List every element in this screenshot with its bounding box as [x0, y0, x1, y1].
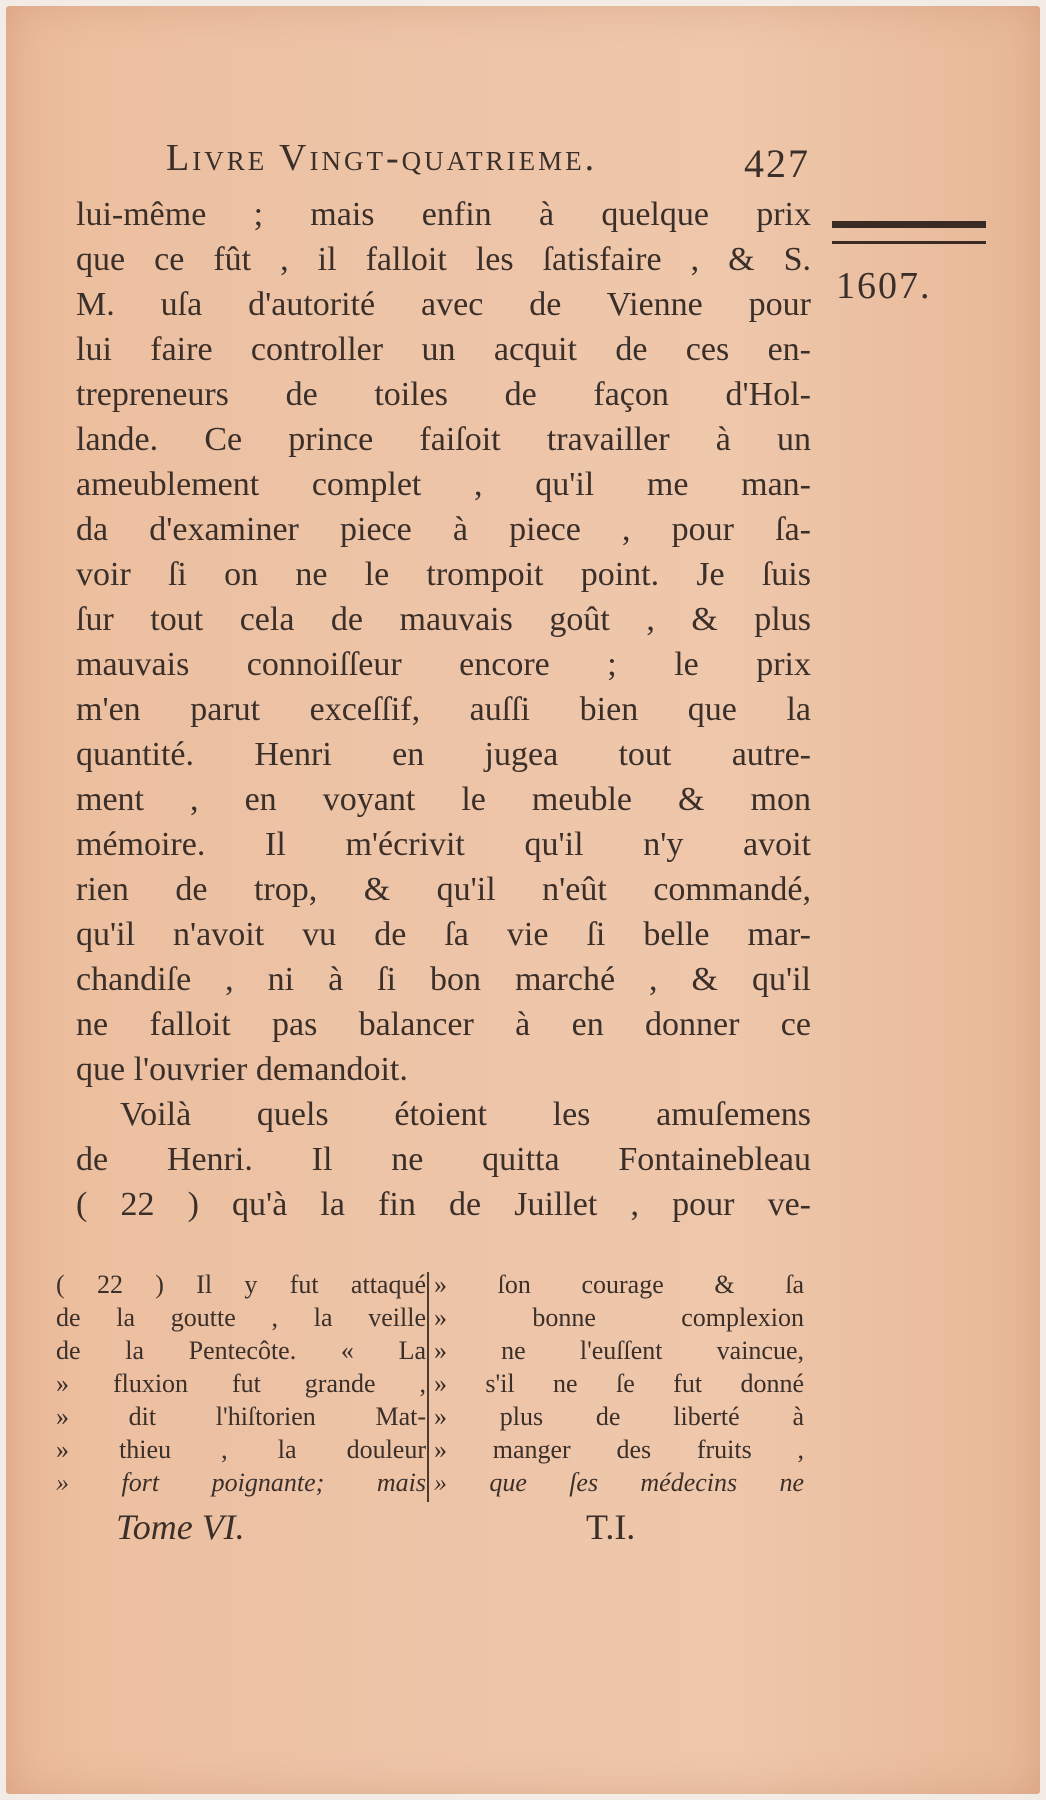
text-line: que l'ouvrier demandoit.	[76, 1051, 408, 1088]
footnote-line: » fort poignante; mais	[56, 1468, 426, 1497]
text-line: ameublement complet , qu'il me man-	[76, 466, 811, 503]
text-line: ment , en voyant le meuble & mon	[76, 781, 811, 818]
text-line: ne falloit pas balancer à en donner ce	[76, 1006, 811, 1043]
footnote-column-left	[56, 1268, 426, 1499]
text-line: trepreneurs de toiles de façon d'Hol-	[76, 376, 811, 413]
page-number: 427	[744, 141, 810, 186]
text-line: lande. Ce prince faiſoit travailler à un	[76, 421, 811, 458]
footnote-line: » dit l'hiſtorien Mat-	[56, 1402, 426, 1431]
margin-year: 1607.	[836, 265, 932, 307]
footnote-line: » ne l'euſſent vaincue,	[434, 1336, 804, 1365]
text-line: qu'il n'avoit vu de ſa vie ſi belle mar-	[76, 916, 811, 953]
footnote-line: » manger des fruits ,	[434, 1435, 804, 1464]
running-title: Livre Vingt-quatrieme.	[166, 137, 598, 179]
footnote-column-right	[434, 1268, 804, 1499]
text-line: que ce fût , il falloit les ſatisfaire , & S.	[76, 241, 811, 278]
footnote-line: de la Pentecôte. « La	[56, 1336, 426, 1365]
footnote-line: » bonne complexion	[434, 1303, 804, 1332]
text-line: ſur tout cela de mauvais goût , & plus	[76, 601, 811, 638]
margin-rule-thin	[832, 241, 986, 244]
text-line: lui-même ; mais enfin à quelque prix	[76, 196, 811, 233]
footnote-line: » fluxion fut grande ,	[56, 1369, 426, 1398]
text-line: mauvais connoiſſeur encore ; le prix	[76, 646, 811, 683]
text-line: lui faire controller un acquit de ces en-	[76, 331, 811, 368]
footnote-divider	[427, 1272, 429, 1502]
text-line: mémoire. Il m'écrivit qu'il n'y avoit	[76, 826, 811, 863]
text-line: M. uſa d'autorité avec de Vienne pour	[76, 286, 811, 323]
text-line: de Henri. Il ne quitta Fontainebleau	[76, 1141, 811, 1178]
page-footer	[116, 1506, 816, 1556]
signature-mark: T.I.	[586, 1507, 636, 1547]
main-text	[76, 192, 811, 1227]
footnote-line: » thieu , la douleur	[56, 1435, 426, 1464]
footnote-line: de la goutte , la veille	[56, 1303, 426, 1332]
footnote-line: » ſon courage & ſa	[434, 1270, 804, 1299]
text-line: Voilà quels étoient les amuſemens	[120, 1096, 811, 1133]
footnote-line: » que ſes médecins ne	[434, 1468, 804, 1497]
footnote-line: » s'il ne ſe fut donné	[434, 1369, 804, 1398]
text-line: m'en parut exceſſif, auſſi bien que la	[76, 691, 811, 728]
text-line: quantité. Henri en jugea tout autre-	[76, 736, 811, 773]
footnote-line: ( 22 ) Il y fut attaqué	[56, 1270, 426, 1299]
footnotes	[56, 1268, 816, 1508]
page-header	[166, 130, 816, 188]
text-line: da d'examiner piece à piece , pour ſa-	[76, 511, 811, 548]
text-line: chandiſe , ni à ſi bon marché , & qu'il	[76, 961, 811, 998]
margin-rule-thick	[832, 221, 986, 228]
text-line: rien de trop, & qu'il n'eût commandé,	[76, 871, 811, 908]
text-line: voir ſi on ne le trompoit point. Je ſuis	[76, 556, 811, 593]
text-line: ( 22 ) qu'à la fin de Juillet , pour ve-	[76, 1186, 811, 1223]
footnote-line: » plus de liberté à	[434, 1402, 804, 1431]
volume-label: Tome VI.	[116, 1507, 245, 1547]
book-page	[6, 6, 1040, 1794]
